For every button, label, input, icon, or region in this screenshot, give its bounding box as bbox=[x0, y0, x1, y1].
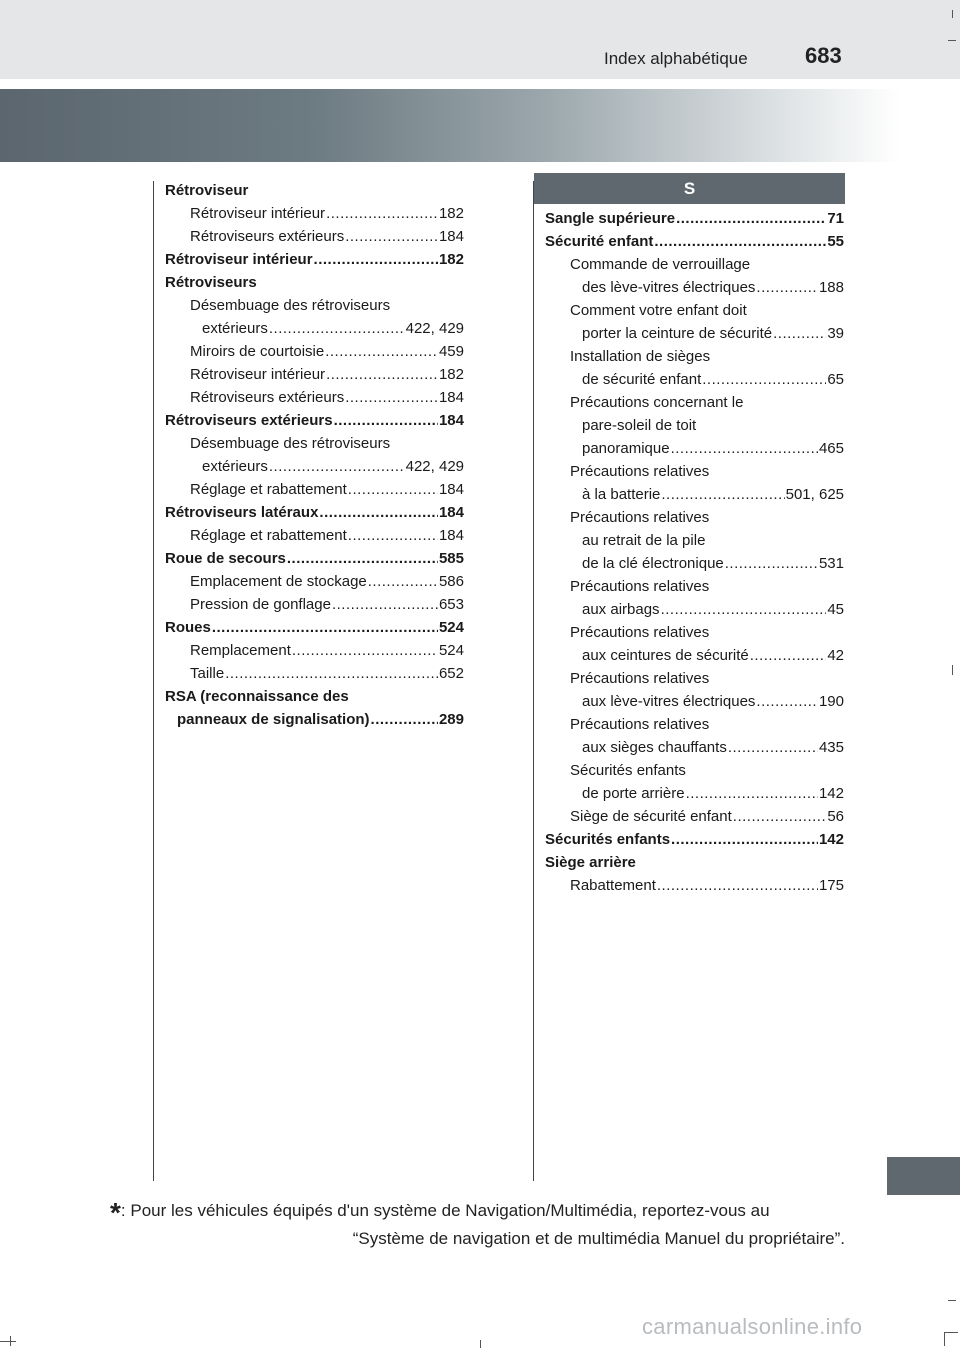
side-thumb-tab bbox=[887, 1157, 960, 1195]
index-entry bbox=[545, 391, 844, 414]
index-entry-text: Rétroviseurs extérieurs bbox=[190, 228, 345, 245]
index-entry bbox=[545, 552, 844, 575]
index-entry bbox=[545, 621, 844, 644]
index-entry-text: Rétroviseur intérieur bbox=[190, 366, 326, 383]
dot-leader bbox=[292, 639, 438, 662]
index-entry-text: Précautions relatives bbox=[570, 670, 710, 687]
index-entry-text: Réglage et rabattement bbox=[190, 481, 347, 498]
dot-leader bbox=[371, 708, 438, 731]
index-entry-text: aux airbags bbox=[582, 601, 660, 618]
watermark: carmanualsonline.info bbox=[642, 1314, 863, 1339]
index-entry bbox=[545, 299, 844, 322]
index-entry-page: 184 bbox=[438, 481, 464, 498]
index-entry-text: de sécurité enfant bbox=[582, 371, 702, 388]
index-entry-text: Roue de secours bbox=[165, 550, 286, 567]
index-column-right bbox=[545, 207, 844, 897]
dot-leader bbox=[225, 662, 438, 685]
index-entry-page: 435 bbox=[818, 739, 844, 756]
footnote-line-1: : Pour les véhicules équipés d'un système de Navigation/Multimédia, reportez-vous au bbox=[120, 1201, 770, 1220]
index-entry-page: 184 bbox=[438, 504, 464, 521]
index-entry bbox=[165, 662, 464, 685]
dot-leader bbox=[686, 782, 818, 805]
index-entry-text: pare-soleil de toit bbox=[582, 417, 697, 434]
index-entry-text: aux sièges chauffants bbox=[582, 739, 727, 756]
dot-leader bbox=[325, 340, 438, 363]
header-title: Index alphabétique bbox=[604, 49, 748, 68]
dot-leader bbox=[348, 524, 438, 547]
index-entry bbox=[545, 805, 844, 828]
index-entry bbox=[545, 276, 844, 299]
index-entry-page: 45 bbox=[827, 601, 844, 618]
index-entry bbox=[165, 248, 464, 271]
dot-leader bbox=[319, 501, 438, 524]
dot-leader bbox=[269, 317, 405, 340]
index-entry bbox=[165, 455, 464, 478]
dot-leader bbox=[702, 368, 826, 391]
index-entry bbox=[545, 644, 844, 667]
index-column-left bbox=[165, 179, 464, 731]
index-entry-text: Sécurité enfant bbox=[545, 233, 654, 250]
index-entry bbox=[165, 225, 464, 248]
index-entry bbox=[165, 593, 464, 616]
dot-leader bbox=[671, 828, 818, 851]
index-entry-page: 501, 625 bbox=[785, 486, 844, 503]
index-entry bbox=[165, 639, 464, 662]
index-entry-text: Précautions relatives bbox=[570, 624, 710, 641]
dot-leader bbox=[657, 874, 818, 897]
dot-leader bbox=[661, 483, 784, 506]
index-entry-text: panneaux de signalisation) bbox=[177, 711, 370, 728]
index-entry-page: 652 bbox=[438, 665, 464, 682]
index-entry-text: Pression de gonflage bbox=[190, 596, 331, 613]
index-entry-text: à la batterie bbox=[582, 486, 661, 503]
index-entry-text: Précautions relatives bbox=[570, 578, 710, 595]
index-entry-text: Précautions relatives bbox=[570, 716, 710, 733]
index-entry bbox=[165, 708, 464, 731]
crop-mark bbox=[952, 10, 953, 18]
index-entry bbox=[165, 386, 464, 409]
index-entry-text: RSA (reconnaissance des bbox=[165, 688, 349, 705]
index-entry-text: Réglage et rabattement bbox=[190, 527, 347, 544]
dot-leader bbox=[676, 207, 826, 230]
index-entry bbox=[165, 685, 464, 708]
index-entry bbox=[165, 202, 464, 225]
index-entry-page: 175 bbox=[818, 877, 844, 894]
index-entry bbox=[545, 460, 844, 483]
dot-leader bbox=[773, 322, 826, 345]
index-entry bbox=[545, 345, 844, 368]
index-entry-text: de la clé électronique bbox=[582, 555, 724, 572]
index-entry-text: Précautions relatives bbox=[570, 509, 710, 526]
index-entry-text: Rétroviseur intérieur bbox=[165, 251, 313, 268]
index-entry bbox=[545, 506, 844, 529]
index-entry-text: Remplacement bbox=[190, 642, 291, 659]
dot-leader bbox=[725, 552, 818, 575]
index-entry-text: Rétroviseur intérieur bbox=[190, 205, 326, 222]
index-entry bbox=[545, 322, 844, 345]
index-entry bbox=[545, 736, 844, 759]
index-entry-page: 289 bbox=[438, 711, 464, 728]
index-entry bbox=[545, 782, 844, 805]
dot-leader bbox=[345, 386, 438, 409]
dot-leader bbox=[332, 593, 438, 616]
crop-mark bbox=[0, 1341, 16, 1342]
index-entry bbox=[545, 713, 844, 736]
column-divider-middle bbox=[533, 181, 534, 1181]
index-entry-text: Roues bbox=[165, 619, 211, 636]
dot-leader bbox=[326, 202, 438, 225]
index-entry bbox=[165, 570, 464, 593]
index-entry-page: 531 bbox=[818, 555, 844, 572]
dot-leader bbox=[728, 736, 818, 759]
index-entry-page: 184 bbox=[438, 527, 464, 544]
index-entry-text: Taille bbox=[190, 665, 225, 682]
index-entry-text: Rétroviseurs extérieurs bbox=[190, 389, 345, 406]
index-entry bbox=[165, 340, 464, 363]
index-entry-text: extérieurs bbox=[202, 458, 268, 475]
index-entry-text: Rétroviseurs extérieurs bbox=[165, 412, 333, 429]
footnote bbox=[110, 1198, 845, 1252]
dot-leader bbox=[756, 690, 818, 713]
dot-leader bbox=[661, 598, 827, 621]
index-entry bbox=[165, 616, 464, 639]
index-entry-text: Sécurités enfants bbox=[570, 762, 686, 779]
dot-leader bbox=[314, 248, 438, 271]
index-entry bbox=[545, 253, 844, 276]
index-entry bbox=[165, 271, 464, 294]
index-entry-text: aux lève-vitres électriques bbox=[582, 693, 756, 710]
crop-mark bbox=[952, 665, 953, 675]
index-entry-page: 585 bbox=[438, 550, 464, 567]
index-entry-page: 182 bbox=[438, 366, 464, 383]
index-entry bbox=[165, 478, 464, 501]
dot-leader bbox=[368, 570, 438, 593]
index-entry-text: Rabattement bbox=[570, 877, 656, 894]
crop-mark bbox=[944, 1332, 945, 1346]
index-entry-text: Désembuage des rétroviseurs bbox=[190, 297, 391, 314]
index-entry-page: 142 bbox=[818, 831, 844, 848]
dot-leader bbox=[287, 547, 438, 570]
footnote-line-2: “Système de navigation et de multimédia Manuel du propriétaire”. bbox=[352, 1229, 845, 1248]
index-entry bbox=[165, 179, 464, 202]
header-banner bbox=[0, 89, 900, 162]
index-entry-page: 653 bbox=[438, 596, 464, 613]
index-entry bbox=[545, 207, 844, 230]
crop-mark bbox=[480, 1340, 481, 1348]
crop-mark bbox=[948, 40, 956, 41]
page-number: 683 bbox=[805, 43, 842, 68]
index-entry-text: des lève-vitres électriques bbox=[582, 279, 756, 296]
index-entry-text: extérieurs bbox=[202, 320, 268, 337]
index-entry bbox=[165, 317, 464, 340]
dot-leader bbox=[334, 409, 438, 432]
dot-leader bbox=[212, 616, 438, 639]
index-entry bbox=[165, 363, 464, 386]
column-divider-left bbox=[153, 181, 154, 1181]
index-entry bbox=[545, 437, 844, 460]
index-entry bbox=[545, 575, 844, 598]
index-entry-text: Sangle supérieure bbox=[545, 210, 676, 227]
index-entry bbox=[545, 759, 844, 782]
index-entry bbox=[545, 368, 844, 391]
index-entry-page: 184 bbox=[438, 389, 464, 406]
index-entry-page: 188 bbox=[818, 279, 844, 296]
index-entry bbox=[545, 598, 844, 621]
dot-leader bbox=[733, 805, 827, 828]
index-entry bbox=[165, 501, 464, 524]
index-entry-text: de porte arrière bbox=[582, 785, 685, 802]
index-entry-text: Rétroviseurs latéraux bbox=[165, 504, 319, 521]
index-entry-text: Précautions concernant le bbox=[570, 394, 744, 411]
index-entry-page: 142 bbox=[818, 785, 844, 802]
index-entry-text: Emplacement de stockage bbox=[190, 573, 367, 590]
index-entry-text: Commande de verrouillage bbox=[570, 256, 751, 273]
index-entry-text: aux ceintures de sécurité bbox=[582, 647, 749, 664]
index-entry bbox=[545, 690, 844, 713]
index-entry bbox=[545, 529, 844, 552]
index-entry-page: 422, 429 bbox=[405, 320, 464, 337]
crop-mark bbox=[944, 1332, 958, 1333]
index-entry-page: 39 bbox=[827, 325, 844, 342]
index-entry bbox=[545, 874, 844, 897]
dot-leader bbox=[326, 363, 438, 386]
index-entry-page: 42 bbox=[827, 647, 844, 664]
index-entry-page: 459 bbox=[438, 343, 464, 360]
index-entry-page: 71 bbox=[827, 210, 844, 227]
index-entry-text: au retrait de la pile bbox=[582, 532, 706, 549]
index-entry-text: Précautions relatives bbox=[570, 463, 710, 480]
index-entry-text: Comment votre enfant doit bbox=[570, 302, 747, 319]
index-entry-page: 182 bbox=[438, 205, 464, 222]
dot-leader bbox=[269, 455, 405, 478]
index-entry-page: 184 bbox=[438, 228, 464, 245]
index-entry-page: 184 bbox=[438, 412, 464, 429]
dot-leader bbox=[345, 225, 438, 248]
dot-leader bbox=[671, 437, 818, 460]
index-entry-text: Rétroviseur bbox=[165, 182, 249, 199]
footnote-asterisk: * bbox=[110, 1197, 121, 1228]
index-entry-page: 65 bbox=[827, 371, 844, 388]
index-entry-text: Siège arrière bbox=[545, 854, 636, 871]
index-entry-text: panoramique bbox=[582, 440, 670, 457]
index-entry-page: 55 bbox=[827, 233, 844, 250]
index-entry bbox=[545, 483, 844, 506]
index-entry-text: Siège de sécurité enfant bbox=[570, 808, 732, 825]
index-entry bbox=[545, 230, 844, 253]
section-letter-header: S bbox=[534, 173, 845, 204]
index-entry bbox=[165, 294, 464, 317]
index-entry bbox=[545, 667, 844, 690]
index-entry bbox=[165, 547, 464, 570]
index-entry-page: 465 bbox=[818, 440, 844, 457]
index-entry-page: 56 bbox=[827, 808, 844, 825]
index-entry-page: 182 bbox=[438, 251, 464, 268]
dot-leader bbox=[348, 478, 438, 501]
index-entry bbox=[545, 828, 844, 851]
index-entry-page: 524 bbox=[438, 642, 464, 659]
crop-mark bbox=[948, 1300, 956, 1301]
index-entry bbox=[165, 409, 464, 432]
index-entry-text: Rétroviseurs bbox=[165, 274, 257, 291]
index-entry-text: Sécurités enfants bbox=[545, 831, 671, 848]
dot-leader bbox=[654, 230, 826, 253]
index-entry-text: Désembuage des rétroviseurs bbox=[190, 435, 391, 452]
index-entry bbox=[165, 432, 464, 455]
index-entry-page: 422, 429 bbox=[405, 458, 464, 475]
index-entry-page: 586 bbox=[438, 573, 464, 590]
dot-leader bbox=[750, 644, 827, 667]
index-entry-text: Installation de sièges bbox=[570, 348, 711, 365]
index-entry-text: Miroirs de courtoisie bbox=[190, 343, 325, 360]
index-entry bbox=[545, 851, 844, 874]
index-entry bbox=[165, 524, 464, 547]
index-entry-page: 524 bbox=[438, 619, 464, 636]
dot-leader bbox=[756, 276, 818, 299]
index-entry-page: 190 bbox=[818, 693, 844, 710]
index-entry-text: porter la ceinture de sécurité bbox=[582, 325, 773, 342]
index-entry bbox=[545, 414, 844, 437]
